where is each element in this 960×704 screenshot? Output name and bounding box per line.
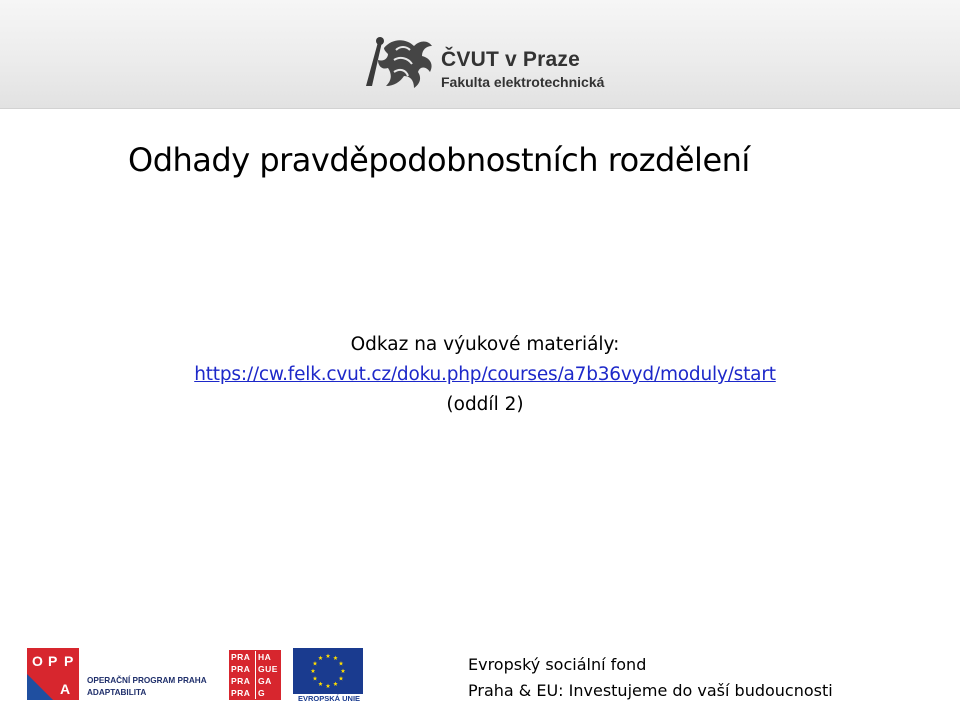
slide-title: Odhady pravděpodobnostních rozdělení bbox=[128, 141, 750, 179]
praha-cell: HA bbox=[255, 651, 279, 663]
faculty-name: Fakulta elektrotechnická bbox=[441, 74, 605, 90]
header-bar bbox=[0, 0, 960, 109]
eu-flag-icon bbox=[293, 648, 363, 694]
praha-cell: PRA bbox=[231, 688, 251, 698]
praha-cell: GUE bbox=[255, 663, 279, 675]
slide-content bbox=[0, 330, 960, 420]
opp-logo bbox=[27, 648, 79, 700]
footer-text bbox=[468, 652, 833, 704]
footer-line1: Evropský sociální fond bbox=[468, 655, 647, 674]
praha-cell: PRA bbox=[231, 652, 251, 662]
praha-cell: PRA bbox=[231, 664, 251, 674]
opp-letter: P bbox=[48, 653, 58, 669]
opp-caption bbox=[87, 675, 227, 699]
course-materials-link[interactable]: https://cw.felk.cvut.cz/doku.php/courses/a7b36vyd/moduly/start bbox=[194, 364, 776, 385]
cvut-lion-icon bbox=[360, 34, 438, 90]
opp-letter: O bbox=[32, 653, 43, 669]
eu-caption: EVROPSKÁ UNIE bbox=[297, 694, 361, 703]
praha-cell: GA bbox=[255, 675, 279, 687]
praha-cell: G bbox=[255, 687, 279, 699]
footer-line2: Praha & EU: Investujeme do vaší budoucnosti bbox=[468, 681, 833, 700]
praha-logo bbox=[229, 650, 281, 700]
opp-letter: P bbox=[64, 653, 74, 669]
opp-letter: A bbox=[60, 681, 71, 697]
opp-caption-line1: OPERAČNÍ PROGRAM PRAHA bbox=[87, 676, 207, 685]
section-note: (oddíl 2) bbox=[446, 394, 524, 415]
opp-caption-line2: ADAPTABILITA bbox=[87, 688, 147, 697]
institution-name: ČVUT v Praze bbox=[441, 48, 580, 71]
praha-cell: PRA bbox=[231, 676, 251, 686]
link-intro: Odkaz na výukové materiály: bbox=[350, 334, 620, 355]
